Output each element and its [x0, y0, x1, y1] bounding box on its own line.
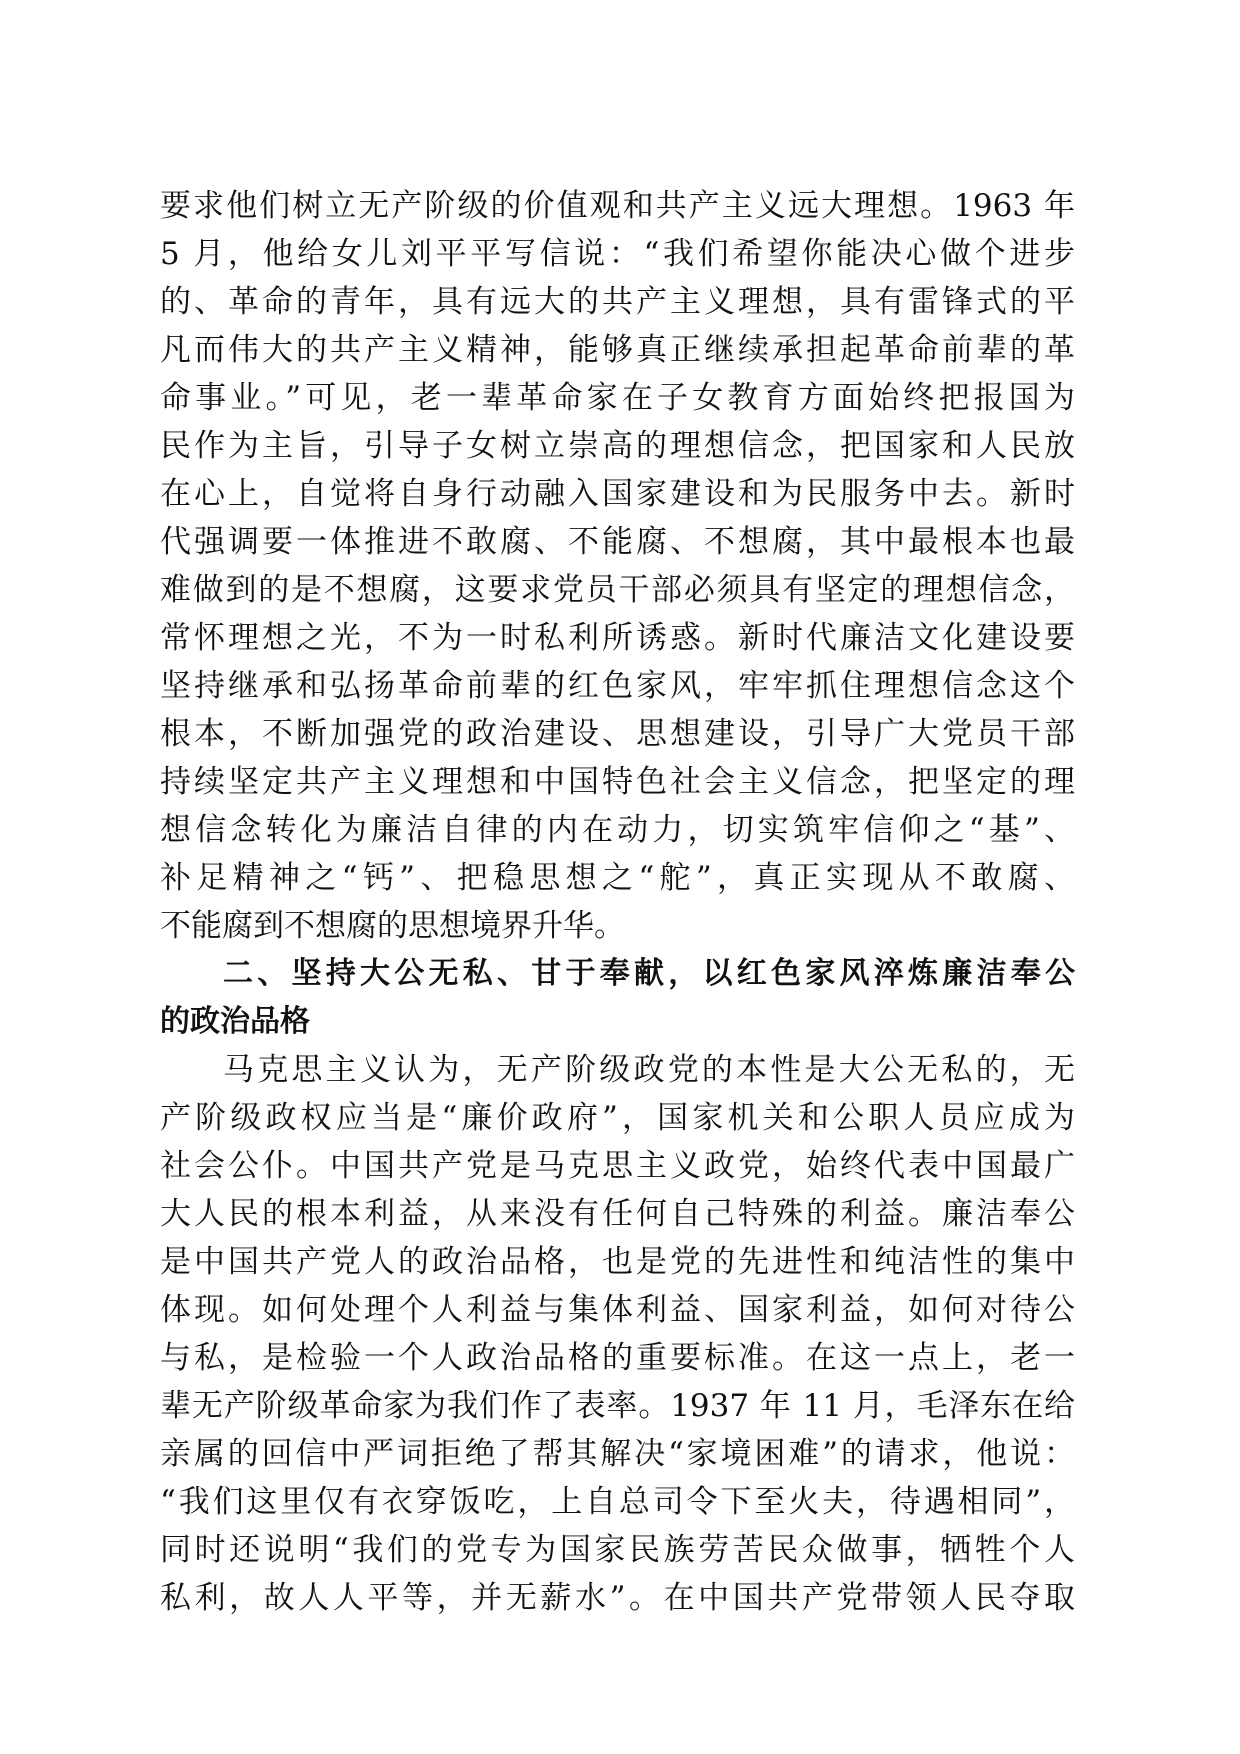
paragraph-public-service	[160, 1046, 1075, 1622]
text-line: 马克思主义认为，无产阶级政党的本性是大公无私的，无	[223, 1052, 1075, 1088]
text-line: 坚持继承和弘扬革命前辈的红色家风，牢牢抓住理想信念这个	[160, 668, 1075, 704]
text-line: 辈无产阶级革命家为我们作了表率。1937 年 11 月，毛泽东在给	[160, 1388, 1075, 1424]
text-line: 补足精神之“钙”、把稳思想之“舵”，真正实现从不敢腐、	[160, 860, 1075, 896]
text-line: 亲属的回信中严词拒绝了帮其解决“家境困难”的请求，他说：	[160, 1436, 1075, 1472]
text-line: 5 月，他给女儿刘平平写信说：“我们希望你能决心做个进步	[160, 236, 1075, 272]
text-line: 产阶级政权应当是“廉价政府”，国家机关和公职人员应成为	[160, 1100, 1075, 1136]
text-line: 大人民的根本利益，从来没有任何自己特殊的利益。廉洁奉公	[160, 1196, 1075, 1232]
text-line: 民作为主旨，引导子女树立崇高的理想信念，把国家和人民放	[160, 428, 1075, 464]
text-line: 要求他们树立无产阶级的价值观和共产主义远大理想。1963 年	[160, 188, 1075, 224]
text-line: 同时还说明“我们的党专为国家民族劳苦民众做事，牺牲个人	[160, 1532, 1075, 1568]
text-line: 凡而伟大的共产主义精神，能够真正继续承担起革命前辈的革	[160, 332, 1075, 368]
text-line: 在心上，自觉将自身行动融入国家建设和为民服务中去。新时	[160, 476, 1075, 512]
text-line: 不能腐到不想腐的思想境界升华。	[160, 908, 625, 944]
text-line: 根本，不断加强党的政治建设、思想建设，引导广大党员干部	[160, 716, 1075, 752]
text-line: 命事业。”可见，老一辈革命家在子女教育方面始终把报国为	[160, 380, 1075, 416]
text-line: 代强调要一体推进不敢腐、不能腐、不想腐，其中最根本也最	[160, 524, 1075, 560]
text-line: 持续坚定共产主义理想和中国特色社会主义信念，把坚定的理	[160, 764, 1075, 800]
text-line: 难做到的是不想腐，这要求党员干部必须具有坚定的理想信念，	[160, 572, 1075, 608]
text-line: 是中国共产党人的政治品格，也是党的先进性和纯洁性的集中	[160, 1244, 1075, 1280]
heading-line: 二、坚持大公无私、甘于奉献，以红色家风淬炼廉洁奉公	[223, 956, 1075, 991]
text-line: 私利，故人人平等，并无薪水”。在中国共产党带领人民夺取	[160, 1580, 1075, 1616]
text-line: 的、革命的青年，具有远大的共产主义理想，具有雷锋式的平	[160, 284, 1075, 320]
text-line: 体现。如何处理个人利益与集体利益、国家利益，如何对待公	[160, 1292, 1075, 1328]
text-line: “我们这里仅有衣穿饭吃，上自总司令下至火夫，待遇相同”，	[160, 1484, 1075, 1520]
text-line: 想信念转化为廉洁自律的内在动力，切实筑牢信仰之“基”、	[160, 812, 1075, 848]
section-heading	[160, 950, 1075, 1046]
text-line: 常怀理想之光，不为一时私利所诱惑。新时代廉洁文化建设要	[160, 620, 1075, 656]
text-line: 与私，是检验一个人政治品格的重要标准。在这一点上，老一	[160, 1340, 1075, 1376]
heading-line: 的政治品格	[160, 1004, 310, 1039]
paragraph-ideals	[160, 182, 1075, 950]
text-line: 社会公仆。中国共产党是马克思主义政党，始终代表中国最广	[160, 1148, 1075, 1184]
